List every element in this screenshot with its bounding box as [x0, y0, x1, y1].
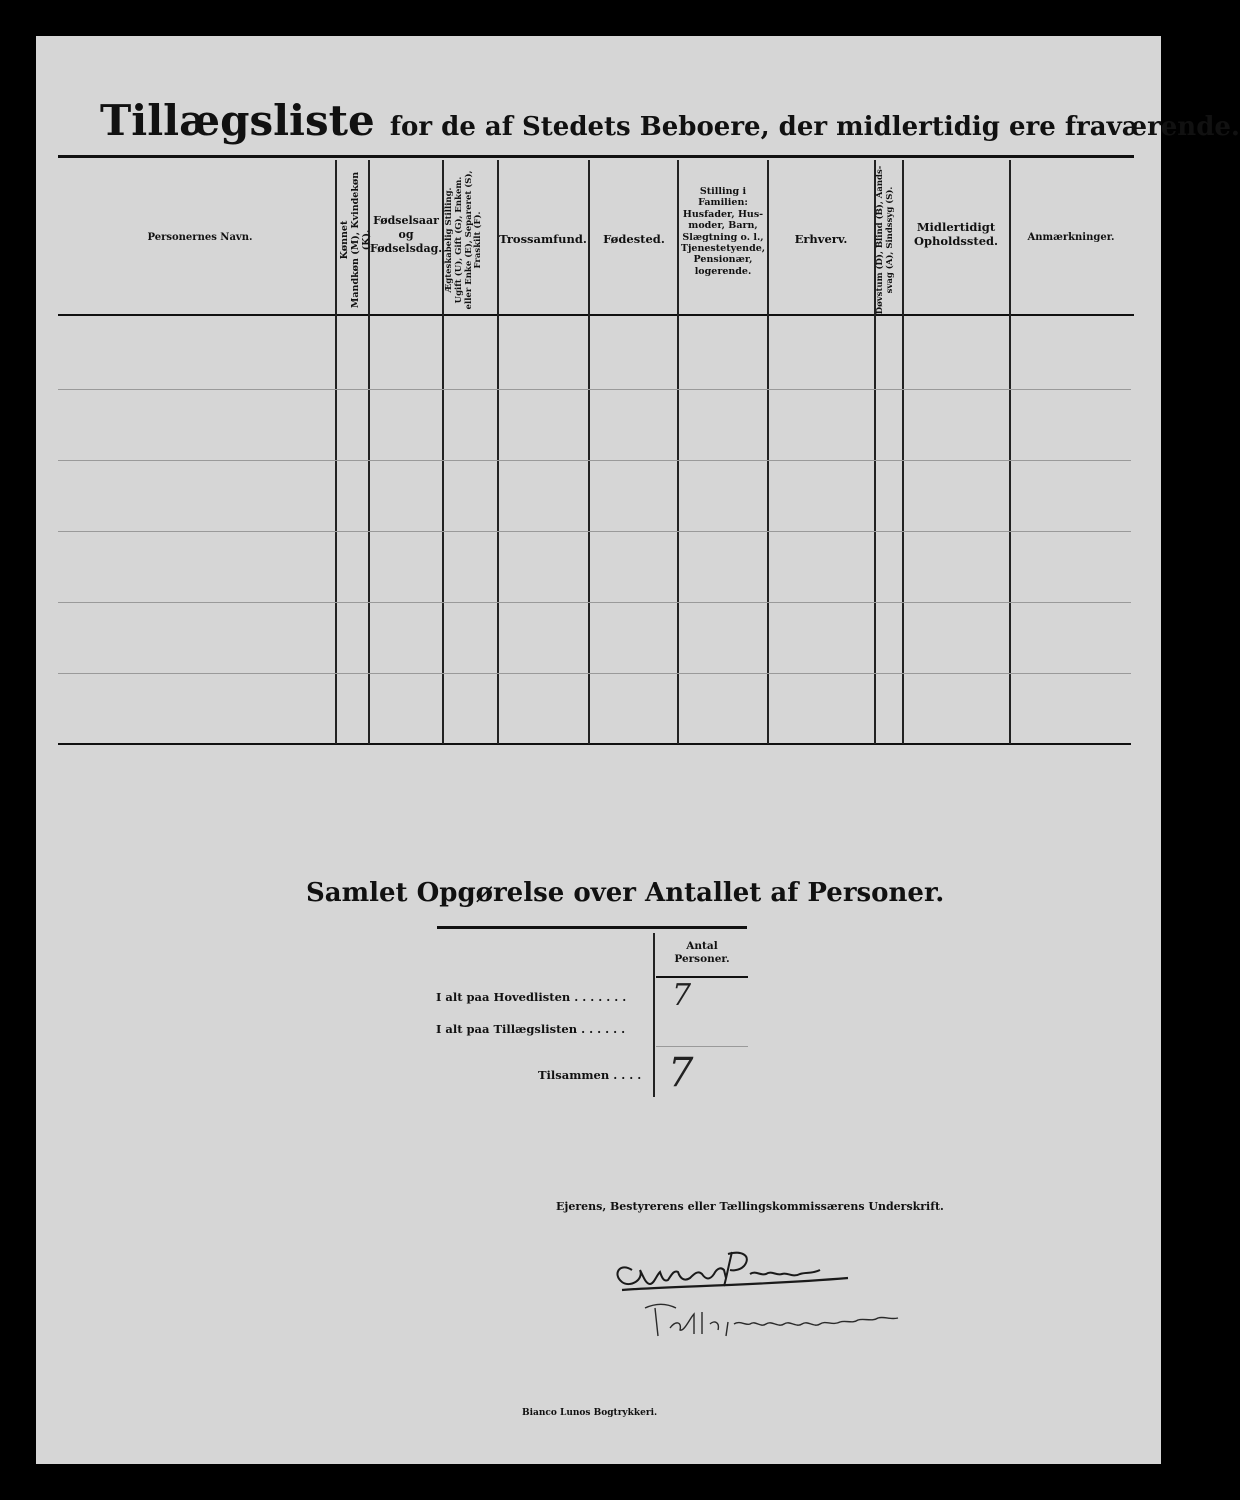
header-birthplace: Fødested. — [603, 232, 665, 246]
summary-row-rule — [656, 1046, 748, 1047]
col-line — [1009, 160, 1011, 744]
table-row — [58, 602, 1131, 603]
summary-row-label: I alt paa Hovedlisten . . . . . . . — [436, 990, 627, 1004]
signature-caption: Ejerens, Bestyrerens eller Tællingskommissærens Underskrift. — [556, 1200, 944, 1213]
header-religion: Trossamfund. — [499, 232, 587, 246]
header-occupation: Erhverv. — [794, 232, 848, 246]
header-marital: Ægteskabelig Stilling. Ugift (U), Gift (G), Enkem. eller Enke (E), Separeret (S), Fraskilt (F). — [444, 170, 484, 310]
table-bottom-rule — [58, 743, 1131, 745]
header-birth: Fødselsaar og Fødselsdag. — [370, 214, 443, 255]
summary-row-label: I alt paa Tillægslisten . . . . . . — [436, 1022, 626, 1036]
header-disability: Døvstum (D), Blind (B), Aands- svag (A), Sindssyg (S). — [875, 165, 895, 315]
summary-row-label: Tilsammen . . . . — [538, 1068, 642, 1082]
form-title — [100, 96, 1240, 145]
census-sheet — [36, 36, 1161, 1464]
summary-header-rule — [656, 976, 748, 978]
table-row — [58, 389, 1131, 390]
title-rest-bold: fraværende. — [1064, 112, 1240, 142]
header-family: Stilling i Familien: Husfader, Hus- moder, Barn, Slægtning o. l., Tjenestetyende, Pensionær, logerende. — [680, 186, 766, 277]
signature-svg — [610, 1240, 930, 1340]
col-line — [497, 160, 499, 744]
header-name: Personernes Navn. — [147, 232, 253, 243]
title-main: Tillægsliste — [100, 96, 375, 145]
summary-value: 7 — [668, 1050, 694, 1096]
summary-col-header: Antal Personer. — [674, 940, 730, 966]
col-line — [588, 160, 590, 744]
title-rest: for de af Stedets Beboere, der midlertidig ere — [389, 112, 1056, 142]
table-row — [58, 673, 1131, 674]
col-line — [767, 160, 769, 744]
table-row — [58, 531, 1131, 532]
summary-value: 7 — [672, 978, 692, 1013]
col-line — [335, 160, 337, 744]
printer-credit: Bianco Lunos Bogtrykkeri. — [522, 1408, 658, 1418]
header-remarks: Anmærkninger. — [1027, 232, 1115, 243]
header-temp-residence: Midlertidigt Opholdssted. — [913, 220, 999, 249]
summary-top-rule — [437, 926, 747, 929]
table-row — [58, 460, 1131, 461]
header-sex: Kønnet Mandkøn (M), Kvindekøn (K). — [339, 171, 372, 309]
summary-divider — [653, 933, 655, 1097]
table-top-rule — [58, 155, 1134, 158]
handwritten-signature — [610, 1240, 930, 1340]
header-bottom-rule — [58, 314, 1134, 316]
summary-title: Samlet Opgørelse over Antallet af Personer. — [306, 878, 945, 908]
